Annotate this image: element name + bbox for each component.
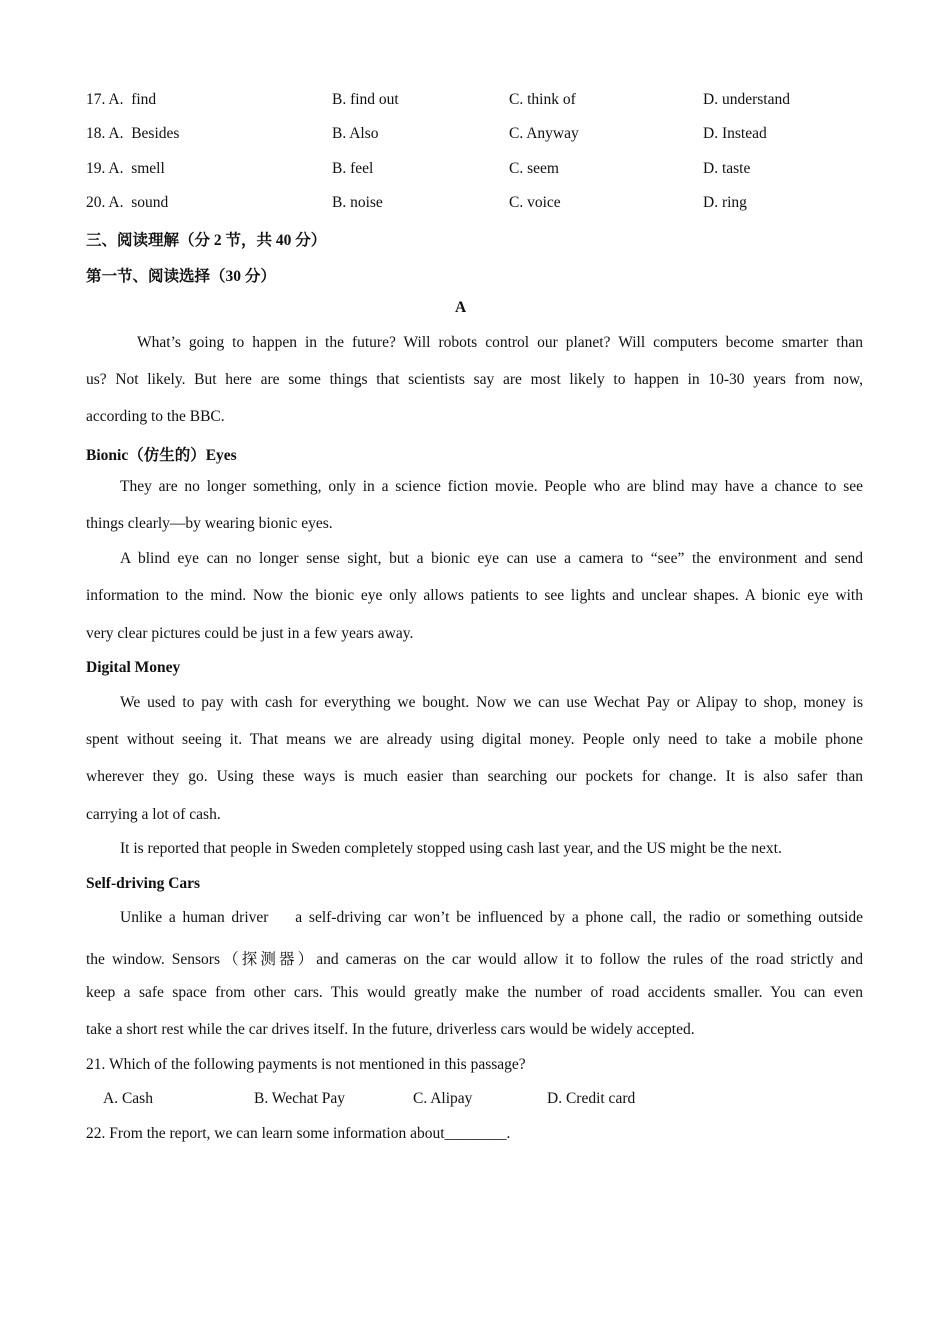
paragraph-line: spent without seeing it. That means we are already using digital money. People only need to take a mobile phone [86, 731, 863, 748]
q20-option-d: D. ring [703, 194, 747, 211]
paragraph-line: the window. Sensors（探测器）and cameras on the car would allow it to follow the rules of the road strictly and [86, 951, 863, 968]
paragraph-line: We used to pay with cash for everything we bought. Now we can use Wechat Pay or Alipay to shop, money is [120, 694, 863, 711]
paragraph-line: carrying a lot of cash. [86, 806, 221, 823]
paragraph-line: keep a safe space from other cars. This would greatly make the number of road accidents smaller. You can even [86, 984, 863, 1001]
paragraph-line: very clear pictures could be just in a few years away. [86, 625, 414, 642]
part-1-heading: 第一节、阅读选择（30 分） [86, 268, 276, 285]
digital-paragraph-2: It is reported that people in Sweden completely stopped using cash last year, and the US might be the next. [120, 840, 782, 857]
paragraph-line: They are no longer something, only in a science fiction movie. People who are blind may have a chance to see [120, 478, 863, 495]
paragraph-line: things clearly—by wearing bionic eyes. [86, 515, 333, 532]
paragraph-line: wherever they go. Using these ways is much easier than searching our pockets for change. It is also safer than [86, 768, 863, 785]
q19-option-c: C. seem [509, 160, 559, 177]
q20-number-option-a: 20. A. sound [86, 194, 169, 211]
intro-line: us? Not likely. But here are some things that scientists say are most likely to happen in 10-30 years from now, [86, 371, 863, 388]
intro-line: according to the BBC. [86, 408, 225, 425]
q18-option-d: D. Instead [703, 125, 767, 142]
q18-number-option-a: 18. A. Besides [86, 125, 180, 142]
q17-option-c: C. think of [509, 91, 576, 108]
paragraph-line: take a short rest while the car drives itself. In the future, driverless cars would be widely accepted. [86, 1021, 695, 1038]
q17-number-option-a: 17. A. find [86, 91, 157, 108]
digital-money-heading: Digital Money [86, 659, 181, 676]
q19-option-d: D. taste [703, 160, 751, 177]
paragraph-line: A blind eye can no longer sense sight, but a bionic eye can use a camera to “see” the environment and send [120, 550, 863, 567]
paragraph-line: information to the mind. Now the bionic eye only allows patients to see lights and unclear shapes. A bionic eye with [86, 587, 863, 604]
q19-number-option-a: 19. A. smell [86, 160, 165, 177]
q19-option-b: B. feel [332, 160, 374, 177]
q21-option-c: C. Alipay [413, 1090, 473, 1107]
q17-option-d: D. understand [703, 91, 790, 108]
q17-option-b: B. find out [332, 91, 399, 108]
question-22-stem: 22. From the report, we can learn some information about________. [86, 1125, 511, 1142]
section-3-heading: 三、阅读理解（分 2 节，共 40 分） [86, 232, 327, 249]
self-driving-cars-heading: Self-driving Cars [86, 875, 201, 892]
q18-option-c: C. Anyway [509, 125, 579, 142]
bionic-eyes-heading: Bionic（仿生的）Eyes [86, 447, 237, 464]
q20-option-b: B. noise [332, 194, 383, 211]
q21-option-d: D. Credit card [547, 1090, 636, 1107]
passage-label: A [455, 299, 467, 316]
q20-option-c: C. voice [509, 194, 561, 211]
q21-option-b: B. Wechat Pay [254, 1090, 346, 1107]
q21-option-a: A. Cash [103, 1090, 153, 1107]
q18-option-b: B. Also [332, 125, 379, 142]
intro-line: What’s going to happen in the future? Will robots control our planet? Will computers become smarter than [137, 334, 863, 351]
paragraph-line: Unlike a human driver a self-driving car won’t be influenced by a phone call, the radio or something outside [120, 909, 863, 926]
question-21-stem: 21. Which of the following payments is not mentioned in this passage? [86, 1056, 526, 1073]
